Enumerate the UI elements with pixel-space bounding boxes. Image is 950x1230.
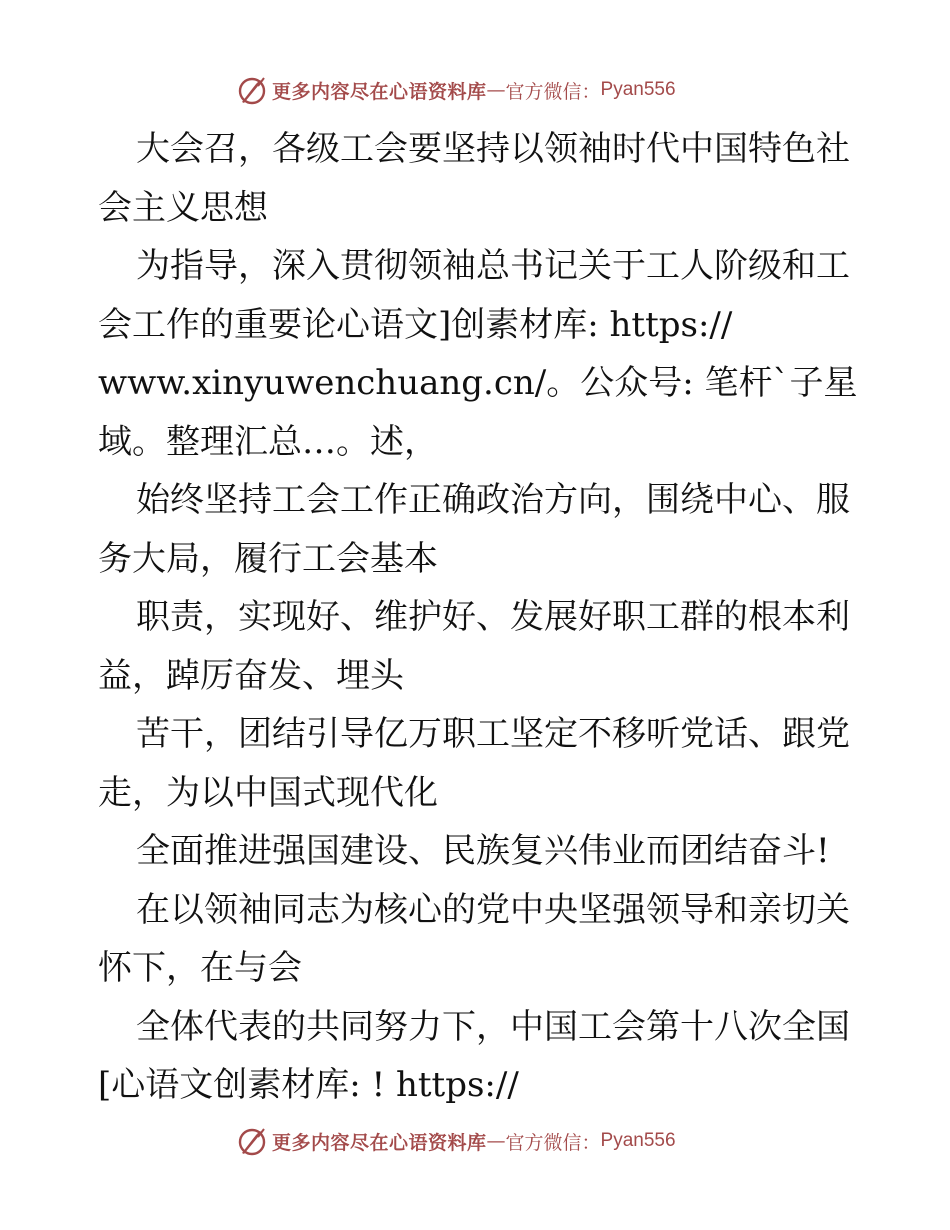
quill-pen-logo-icon: [236, 1125, 268, 1157]
footer-watermark-banner: [236, 1124, 676, 1158]
text-line: 苦干，团结引导亿万职工坚定不移听党话、跟党: [136, 714, 850, 754]
banner-title: 更多内容尽在心语资料库: [272, 80, 487, 103]
text-line: 走，为以中国式现代化: [98, 772, 438, 813]
text-line: 怀下，在与会: [98, 948, 302, 988]
text-line: 全面推进强国建设、民族复兴伟业而团结奋斗!: [136, 831, 830, 871]
text-line: 会主义思想: [98, 187, 268, 228]
text-line: 会工作的重要论心语文]创素材库: https://: [98, 304, 733, 345]
text-line: 务大局，履行工会基本: [98, 538, 438, 579]
banner-wechat-label: 官方微信：: [505, 80, 601, 103]
text-line: 域。整理汇总…。述，: [98, 421, 438, 462]
text-line: 在以领袖同志为核心的党中央坚强领导和亲切关: [136, 889, 850, 930]
text-line: 益，踔厉奋发、埋头: [98, 655, 404, 696]
text-line: [心语文创素材库: ! https://: [98, 1065, 519, 1105]
banner-separator: —: [486, 1130, 506, 1152]
quill-pen-logo-icon: [236, 74, 268, 106]
text-line: 始终坚持工会工作正确政治方向，围绕中心、服: [136, 480, 850, 520]
banner-wechat-id: Pyan556: [600, 1130, 676, 1151]
document-body: [98, 120, 858, 1115]
header-watermark-banner: [236, 73, 676, 107]
banner-title: 更多内容尽在心语资料库: [272, 1131, 487, 1154]
text-line: www.xinyuwenchuang.cn/。公众号: 笔杆`子星: [98, 363, 858, 403]
text-line: 为指导，深入贯彻领袖总书记关于工人阶级和工: [136, 246, 850, 286]
text-line: 全体代表的共同努力下，中国工会第十八次全国: [136, 1006, 850, 1047]
text-line: 职责，实现好、维护好、发展好职工群的根本利: [136, 597, 850, 637]
text-line: 大会召，各级工会要坚持以领袖时代中国特色社: [136, 129, 850, 169]
banner-wechat-label: 官方微信：: [505, 1131, 601, 1154]
banner-wechat-id: Pyan556: [600, 79, 676, 100]
banner-separator: —: [486, 79, 506, 101]
